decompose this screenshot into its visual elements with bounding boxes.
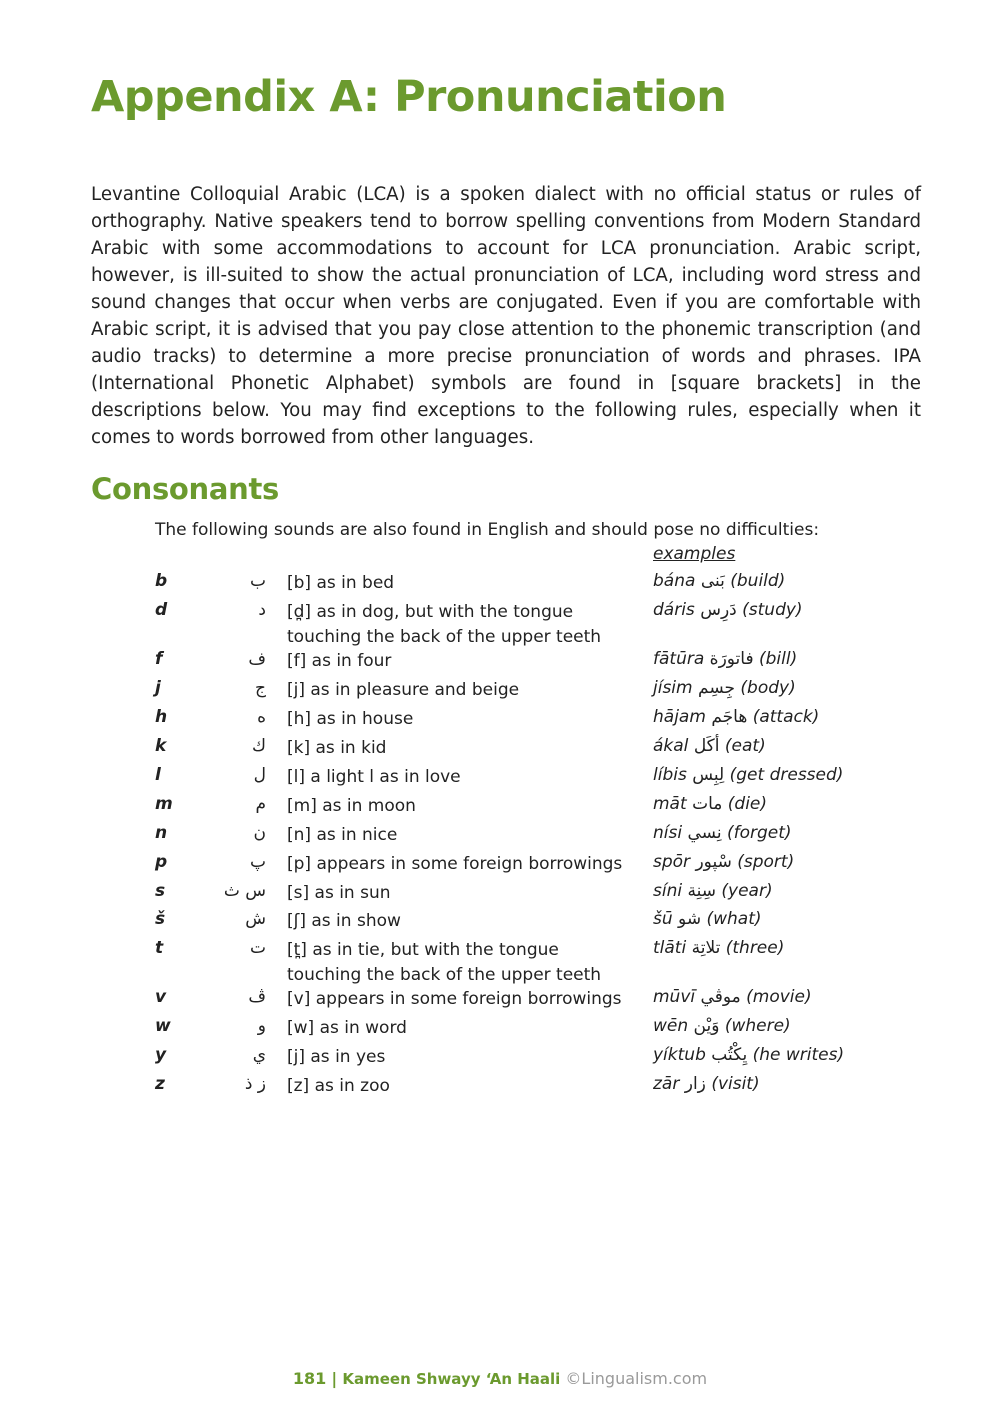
example-translit: dáris (653, 600, 695, 620)
example-arabic: زار (684, 1074, 706, 1094)
consonant-letter: j (155, 678, 161, 698)
example-gloss: (study) (742, 600, 803, 620)
example-translit: yíktub (653, 1045, 706, 1065)
example-translit: šū (653, 909, 673, 929)
example (653, 600, 953, 620)
example-translit: líbis (653, 765, 687, 785)
arabic-letter: ه (257, 707, 266, 727)
arabic-letter: ب (249, 571, 266, 591)
example-gloss: (forget) (726, 823, 792, 843)
page-title: Appendix A: Pronunciation (91, 72, 727, 122)
example-translit: ákal (653, 736, 689, 756)
consonant-letter: h (155, 707, 168, 727)
example-gloss: (die) (727, 794, 768, 814)
example-arabic: جِسِم (698, 678, 735, 698)
example-gloss: (get dressed) (729, 765, 844, 785)
example-translit: wēn (653, 1016, 689, 1036)
intro-paragraph: Levantine Colloquial Arabic (LCA) is a spoken dialect with no official status or rules of orthography. Native speakers tend to borrow spelling conventions from Modern Standard Arabic with some accommodations to account for LCA pronunciation. Arabic script, however, is ill-suited to show the actual pronunciation of LCA, including word stress and sound changes that occur when verbs are conjugated. Even if you are comfortable with Arabic script, it is advised that you pay close attention to the phonemic transcription (and audio tracks) to determine a more precise pronunciation of words and phrases. IPA (International Phonetic Alphabet) symbols are found in [square brackets] in the descriptions below. You may find exceptions to the following rules, especially when it comes to words borrowed from other languages. (91, 184, 921, 448)
arabic-letter: س ث (223, 881, 266, 901)
consonant-letter: m (155, 794, 173, 814)
consonant-letter: k (155, 736, 167, 756)
example-arabic: موڤي (700, 987, 741, 1007)
example-arabic: لِبِس (692, 765, 725, 785)
example-gloss: (attack) (752, 707, 820, 727)
consonant-letter: y (155, 1045, 167, 1065)
consonant-letter: f (155, 649, 163, 669)
consonant-letter: n (155, 823, 168, 843)
arabic-letter: ج (255, 678, 266, 698)
example-translit: hājam (653, 707, 706, 727)
example-translit: fātūra (653, 649, 705, 669)
example (653, 909, 953, 929)
page-number: 181 (292, 1369, 327, 1388)
sound-description: [j] as in pleasure and beige (287, 680, 520, 700)
example (653, 938, 953, 958)
arabic-letter: د (258, 600, 266, 620)
example-translit: bána (653, 571, 696, 591)
consonant-letter: z (155, 1074, 165, 1094)
example-arabic: تلاتِة (691, 938, 721, 958)
sound-description: [k] as in kid (287, 738, 387, 758)
example-arabic: بَنى (700, 571, 725, 591)
sound-description: [d̪] as in dog, but with the tongue touching the back of the upper teeth (287, 602, 602, 647)
example (653, 1016, 953, 1036)
example-translit: tlāti (653, 938, 687, 958)
arabic-letter: ش (245, 909, 266, 929)
example-gloss: (build) (730, 571, 786, 591)
consonant-letter: v (155, 987, 167, 1007)
sound-description: [ʃ] as in show (287, 911, 401, 931)
example-arabic: سِنِة (687, 881, 716, 901)
example-arabic: مات (692, 794, 723, 814)
example (653, 823, 953, 843)
sound-description: [p] appears in some foreign borrowings (287, 854, 623, 874)
consonant-letter: b (155, 571, 168, 591)
footer-separator: | (331, 1369, 338, 1388)
consonant-letter: t (155, 938, 164, 958)
example-arabic: أكَل (693, 736, 720, 756)
sound-description: [s] as in sun (287, 883, 391, 903)
example-gloss: (eat) (724, 736, 766, 756)
example (653, 881, 953, 901)
example (653, 987, 953, 1007)
book-title: Kameen Shwayy ‘An Haali (342, 1370, 561, 1388)
example-arabic: نِسي (687, 823, 722, 843)
sound-description: [z] as in zoo (287, 1076, 390, 1096)
arabic-letter: ز ذ (244, 1074, 266, 1094)
arabic-letter: ل (253, 765, 266, 785)
consonant-letter: p (155, 852, 168, 872)
example-translit: nísi (653, 823, 683, 843)
example (653, 794, 953, 814)
sound-description: [b] as in bed (287, 573, 395, 593)
sound-description: [j] as in yes (287, 1047, 386, 1067)
example (653, 1074, 953, 1094)
example-gloss: (year) (721, 881, 773, 901)
example-gloss: (what) (706, 909, 762, 929)
consonant-letter: š (155, 909, 166, 929)
example-arabic: هاجَم (711, 707, 748, 727)
example-arabic: سْپور (695, 852, 732, 872)
arabic-letter: ڤ (248, 987, 266, 1007)
sound-description: [t̪] as in tie, but with the tongue touching the back of the upper teeth (287, 940, 602, 985)
copyright-text: ©Lingualism.com (565, 1369, 708, 1388)
example-translit: jísim (653, 678, 693, 698)
example-gloss: (sport) (737, 852, 795, 872)
consonant-letter: w (155, 1016, 171, 1036)
sound-description: [f] as in four (287, 651, 392, 671)
arabic-letter: و (257, 1016, 266, 1036)
consonant-letter: d (155, 600, 168, 620)
example-gloss: (he writes) (752, 1045, 845, 1065)
example-arabic: يِكْتُب (711, 1045, 748, 1065)
example-gloss: (where) (724, 1016, 791, 1036)
example-translit: mūvī (653, 987, 696, 1007)
example-gloss: (bill) (759, 649, 798, 669)
example-translit: spōr (653, 852, 691, 872)
examples-header: examples (653, 544, 736, 564)
arabic-letter: ي (252, 1045, 266, 1065)
example (653, 852, 953, 872)
example (653, 649, 953, 669)
sound-description: [h] as in house (287, 709, 414, 729)
sound-description: [v] appears in some foreign borrowings (287, 989, 622, 1009)
example-arabic: دَرِس (700, 600, 737, 620)
arabic-letter: پ (249, 852, 266, 872)
example-arabic: وَيْن (693, 1016, 720, 1036)
example (653, 765, 953, 785)
example (653, 1045, 953, 1065)
example (653, 678, 953, 698)
example-translit: síni (653, 881, 683, 901)
arabic-letter: ن (253, 823, 266, 843)
sound-description: [w] as in word (287, 1018, 407, 1038)
consonant-letter: l (155, 765, 161, 785)
example (653, 707, 953, 727)
example-arabic: فاتورَة (709, 649, 754, 669)
arabic-letter: ف (248, 649, 266, 669)
sound-description: [l] a light l as in love (287, 767, 461, 787)
example-gloss: (body) (740, 678, 796, 698)
example (653, 736, 953, 756)
sound-description: [m] as in moon (287, 796, 416, 816)
example-gloss: (three) (725, 938, 785, 958)
example (653, 571, 953, 591)
example-gloss: (visit) (711, 1074, 760, 1094)
consonants-lead-text: The following sounds are also found in English and should pose no difficulties: (155, 520, 820, 540)
example-translit: māt (653, 794, 687, 814)
section-title-consonants: Consonants (91, 472, 280, 506)
arabic-letter: ك (251, 736, 266, 756)
sound-description: [n] as in nice (287, 825, 398, 845)
example-gloss: (movie) (746, 987, 812, 1007)
arabic-letter: ت (249, 938, 266, 958)
example-arabic: شو (678, 909, 702, 929)
consonant-letter: s (155, 881, 166, 901)
page-footer (0, 1369, 1000, 1388)
example-translit: zār (653, 1074, 680, 1094)
arabic-letter: م (255, 794, 266, 814)
